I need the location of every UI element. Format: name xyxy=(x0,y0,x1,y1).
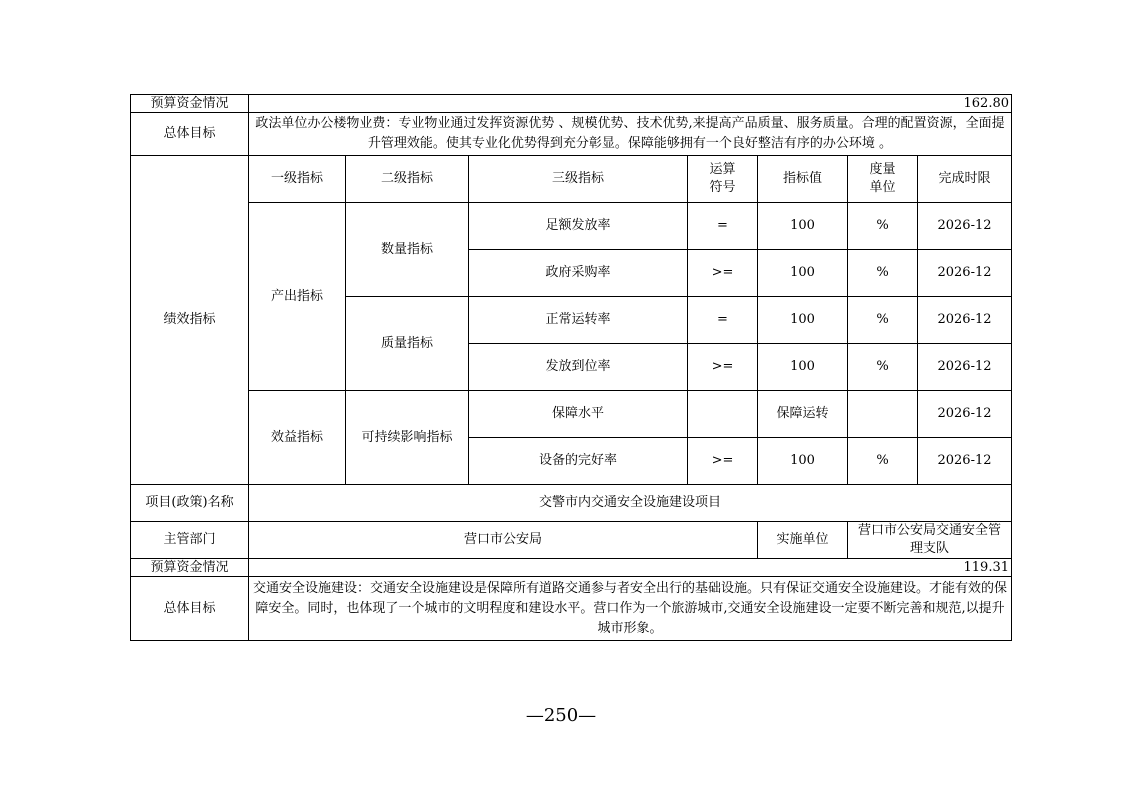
indicator-row xyxy=(131,391,1012,438)
level2-sustainable: 可持续影响指标 xyxy=(346,391,469,485)
header-operator: 运算 符号 xyxy=(688,156,758,203)
header-value: 指标值 xyxy=(758,156,848,203)
indicator-name: 政府采购率 xyxy=(469,250,688,297)
indicator-unit xyxy=(848,391,918,438)
indicator-deadline: 2026-12 xyxy=(918,391,1012,438)
p1-budget-row xyxy=(131,95,1012,113)
p1-indicator-header-row xyxy=(131,156,1012,203)
p2-goal-text: 交通安全设施建设：交通安全设施建设是保障所有道路交通参与者安全出行的基础设施。只有保证交通安全设施建设。才能有效的保障安全。同时，也体现了一个城市的文明程度和建设水平。营口作为一个旅游城市,交通安全设施建设一定要不断完善和规范,以提升城市形象。 xyxy=(249,577,1012,641)
indicator-deadline: 2026-12 xyxy=(918,438,1012,485)
p2-name-label: 项目(政策)名称 xyxy=(131,485,249,522)
indicator-deadline: 2026-12 xyxy=(918,250,1012,297)
p2-impl-value: 营口市公安局交通安全管理支队 xyxy=(848,522,1012,559)
p2-name-row xyxy=(131,485,1012,522)
indicator-unit: % xyxy=(848,203,918,250)
indicator-unit: % xyxy=(848,250,918,297)
indicator-value: 100 xyxy=(758,250,848,297)
header-deadline: 完成时限 xyxy=(918,156,1012,203)
page-number: —250— xyxy=(525,705,597,726)
p1-budget-label: 预算资金情况 xyxy=(131,95,249,113)
indicator-op: >= xyxy=(688,250,758,297)
indicator-name: 正常运转率 xyxy=(469,297,688,344)
indicator-name: 足额发放率 xyxy=(469,203,688,250)
header-level3: 三级指标 xyxy=(469,156,688,203)
p1-goal-row xyxy=(131,113,1012,156)
header-level2: 二级指标 xyxy=(346,156,469,203)
indicator-unit: % xyxy=(848,297,918,344)
indicator-name: 设备的完好率 xyxy=(469,438,688,485)
p2-dept-value: 营口市公安局 xyxy=(249,522,758,559)
p2-budget-label: 预算资金情况 xyxy=(131,559,249,577)
indicator-op: >= xyxy=(688,438,758,485)
header-level1: 一级指标 xyxy=(249,156,346,203)
indicator-value: 保障运转 xyxy=(758,391,848,438)
indicator-value: 100 xyxy=(758,297,848,344)
p1-perf-label: 绩效指标 xyxy=(131,156,249,485)
indicator-deadline: 2026-12 xyxy=(918,297,1012,344)
indicator-value: 100 xyxy=(758,438,848,485)
level1-benefit: 效益指标 xyxy=(249,391,346,485)
p2-goal-label: 总体目标 xyxy=(131,577,249,641)
indicator-op: >= xyxy=(688,344,758,391)
level1-output: 产出指标 xyxy=(249,203,346,391)
p2-budget-row xyxy=(131,559,1012,577)
indicator-op: = xyxy=(688,297,758,344)
indicator-unit: % xyxy=(848,438,918,485)
indicator-op xyxy=(688,391,758,438)
indicator-name: 保障水平 xyxy=(469,391,688,438)
p1-budget-value: 162.80 xyxy=(249,95,1012,113)
p2-dept-label: 主管部门 xyxy=(131,522,249,559)
indicator-value: 100 xyxy=(758,344,848,391)
indicator-op: = xyxy=(688,203,758,250)
indicator-name: 发放到位率 xyxy=(469,344,688,391)
p1-goal-label: 总体目标 xyxy=(131,113,249,156)
indicator-deadline: 2026-12 xyxy=(918,203,1012,250)
level2-quantity: 数量指标 xyxy=(346,203,469,297)
level2-quality: 质量指标 xyxy=(346,297,469,391)
p1-goal-text: 政法单位办公楼物业费：专业物业通过发挥资源优势 、规模优势、技术优势,来提高产品质量、服务质量。合理的配置资源，全面提升管理效能。使其专业化优势得到充分彰显。保障能够拥有一个良好整洁有序的办公环境 。 xyxy=(249,113,1012,156)
p2-name-value: 交警市内交通安全设施建设项目 xyxy=(249,485,1012,522)
indicator-unit: % xyxy=(848,344,918,391)
header-unit: 度量 单位 xyxy=(848,156,918,203)
indicator-deadline: 2026-12 xyxy=(918,344,1012,391)
p2-budget-value: 119.31 xyxy=(249,559,1012,577)
indicator-value: 100 xyxy=(758,203,848,250)
indicator-row xyxy=(131,203,1012,250)
budget-table xyxy=(130,94,1012,641)
p2-impl-label: 实施单位 xyxy=(758,522,848,559)
p2-goal-row xyxy=(131,577,1012,641)
p2-dept-row xyxy=(131,522,1012,559)
